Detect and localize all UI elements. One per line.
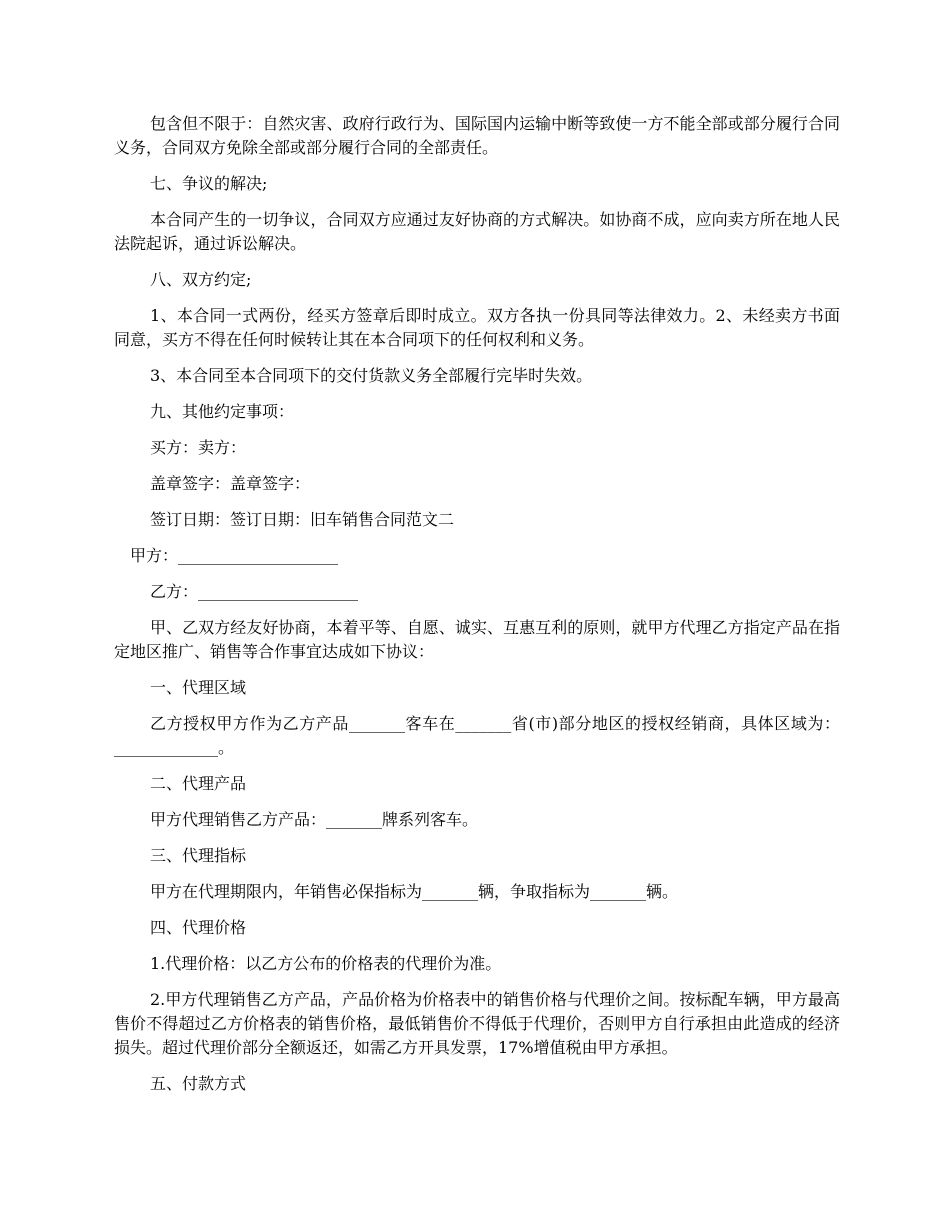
signing-date-line: 签订日期：签订日期：旧车销售合同范文二 xyxy=(150,510,455,529)
paragraph-agreement-3: 3、本合同至本合同项下的交付货款义务全部履行完毕时失效。 xyxy=(150,366,593,385)
paragraph-agency-targets: 甲方在代理期限内，年销售必保指标为_______辆，争取指标为_______辆。 xyxy=(150,882,679,901)
heading-agency-targets: 三、代理指标 xyxy=(150,846,247,865)
party-a-line: 甲方：____________________ xyxy=(130,546,339,565)
heading-other-matters: 九、其他约定事项： xyxy=(150,402,295,421)
heading-agency-product: 二、代理产品 xyxy=(150,774,247,793)
paragraph-agency-price-1: 1.代理价格：以乙方公布的价格表的代理价为准。 xyxy=(150,954,502,973)
paragraph-dispute-resolution: 本合同产生的一切争议，合同双方应通过友好协商的方式解决。如协商不成，应向卖方所在地人民法院起诉，通过诉讼解决。 xyxy=(114,210,840,253)
paragraph-agency-region: 乙方授权甲方作为乙方产品_______客车在_______省(市)部分地区的授权经销商，具体区域为：_____________。 xyxy=(114,714,840,757)
heading-agency-region: 一、代理区域 xyxy=(150,678,247,697)
heading-payment-method: 五、付款方式 xyxy=(150,1074,247,1093)
heading-dispute-resolution: 七、争议的解决; xyxy=(150,174,268,193)
buyer-seller-line: 买方：卖方： xyxy=(150,438,247,457)
paragraph-agency-price-2: 2.甲方代理销售乙方产品，产品价格为价格表中的销售价格与代理价之间。按标配车辆，甲方最高售价不得超过乙方价格表的销售价格，最低销售价不得低于代理价，否则甲方自行承担由此造成的经济损失。超过代理价部分全额返还，如需乙方开具发票，17%增值税由甲方承担。 xyxy=(114,990,840,1057)
party-b-line: 乙方：____________________ xyxy=(150,582,359,601)
seal-signature-line: 盖章签字：盖章签字： xyxy=(150,474,311,493)
heading-mutual-agreement: 八、双方约定; xyxy=(150,270,252,289)
paragraph-agreement-1-2: 1、本合同一式两份，经买方签章后即时成立。双方各执一份具同等法律效力。2、未经卖方书面同意，买方不得在任何时候转让其在本合同项下的任何权利和义务。 xyxy=(114,306,840,349)
paragraph-preamble: 甲、乙双方经友好协商，本着平等、自愿、诚实、互惠互利的原则，就甲方代理乙方指定产品在指定地区推广、销售等合作事宜达成如下协议： xyxy=(114,618,840,661)
heading-agency-price: 四、代理价格 xyxy=(150,918,247,937)
paragraph-agency-product: 甲方代理销售乙方产品：_______牌系列客车。 xyxy=(150,810,479,829)
paragraph-force-majeure: 包含但不限于：自然灾害、政府行政行为、国际国内运输中断等致使一方不能全部或部分履行合同义务，合同双方免除全部或部分履行合同的全部责任。 xyxy=(114,114,840,157)
